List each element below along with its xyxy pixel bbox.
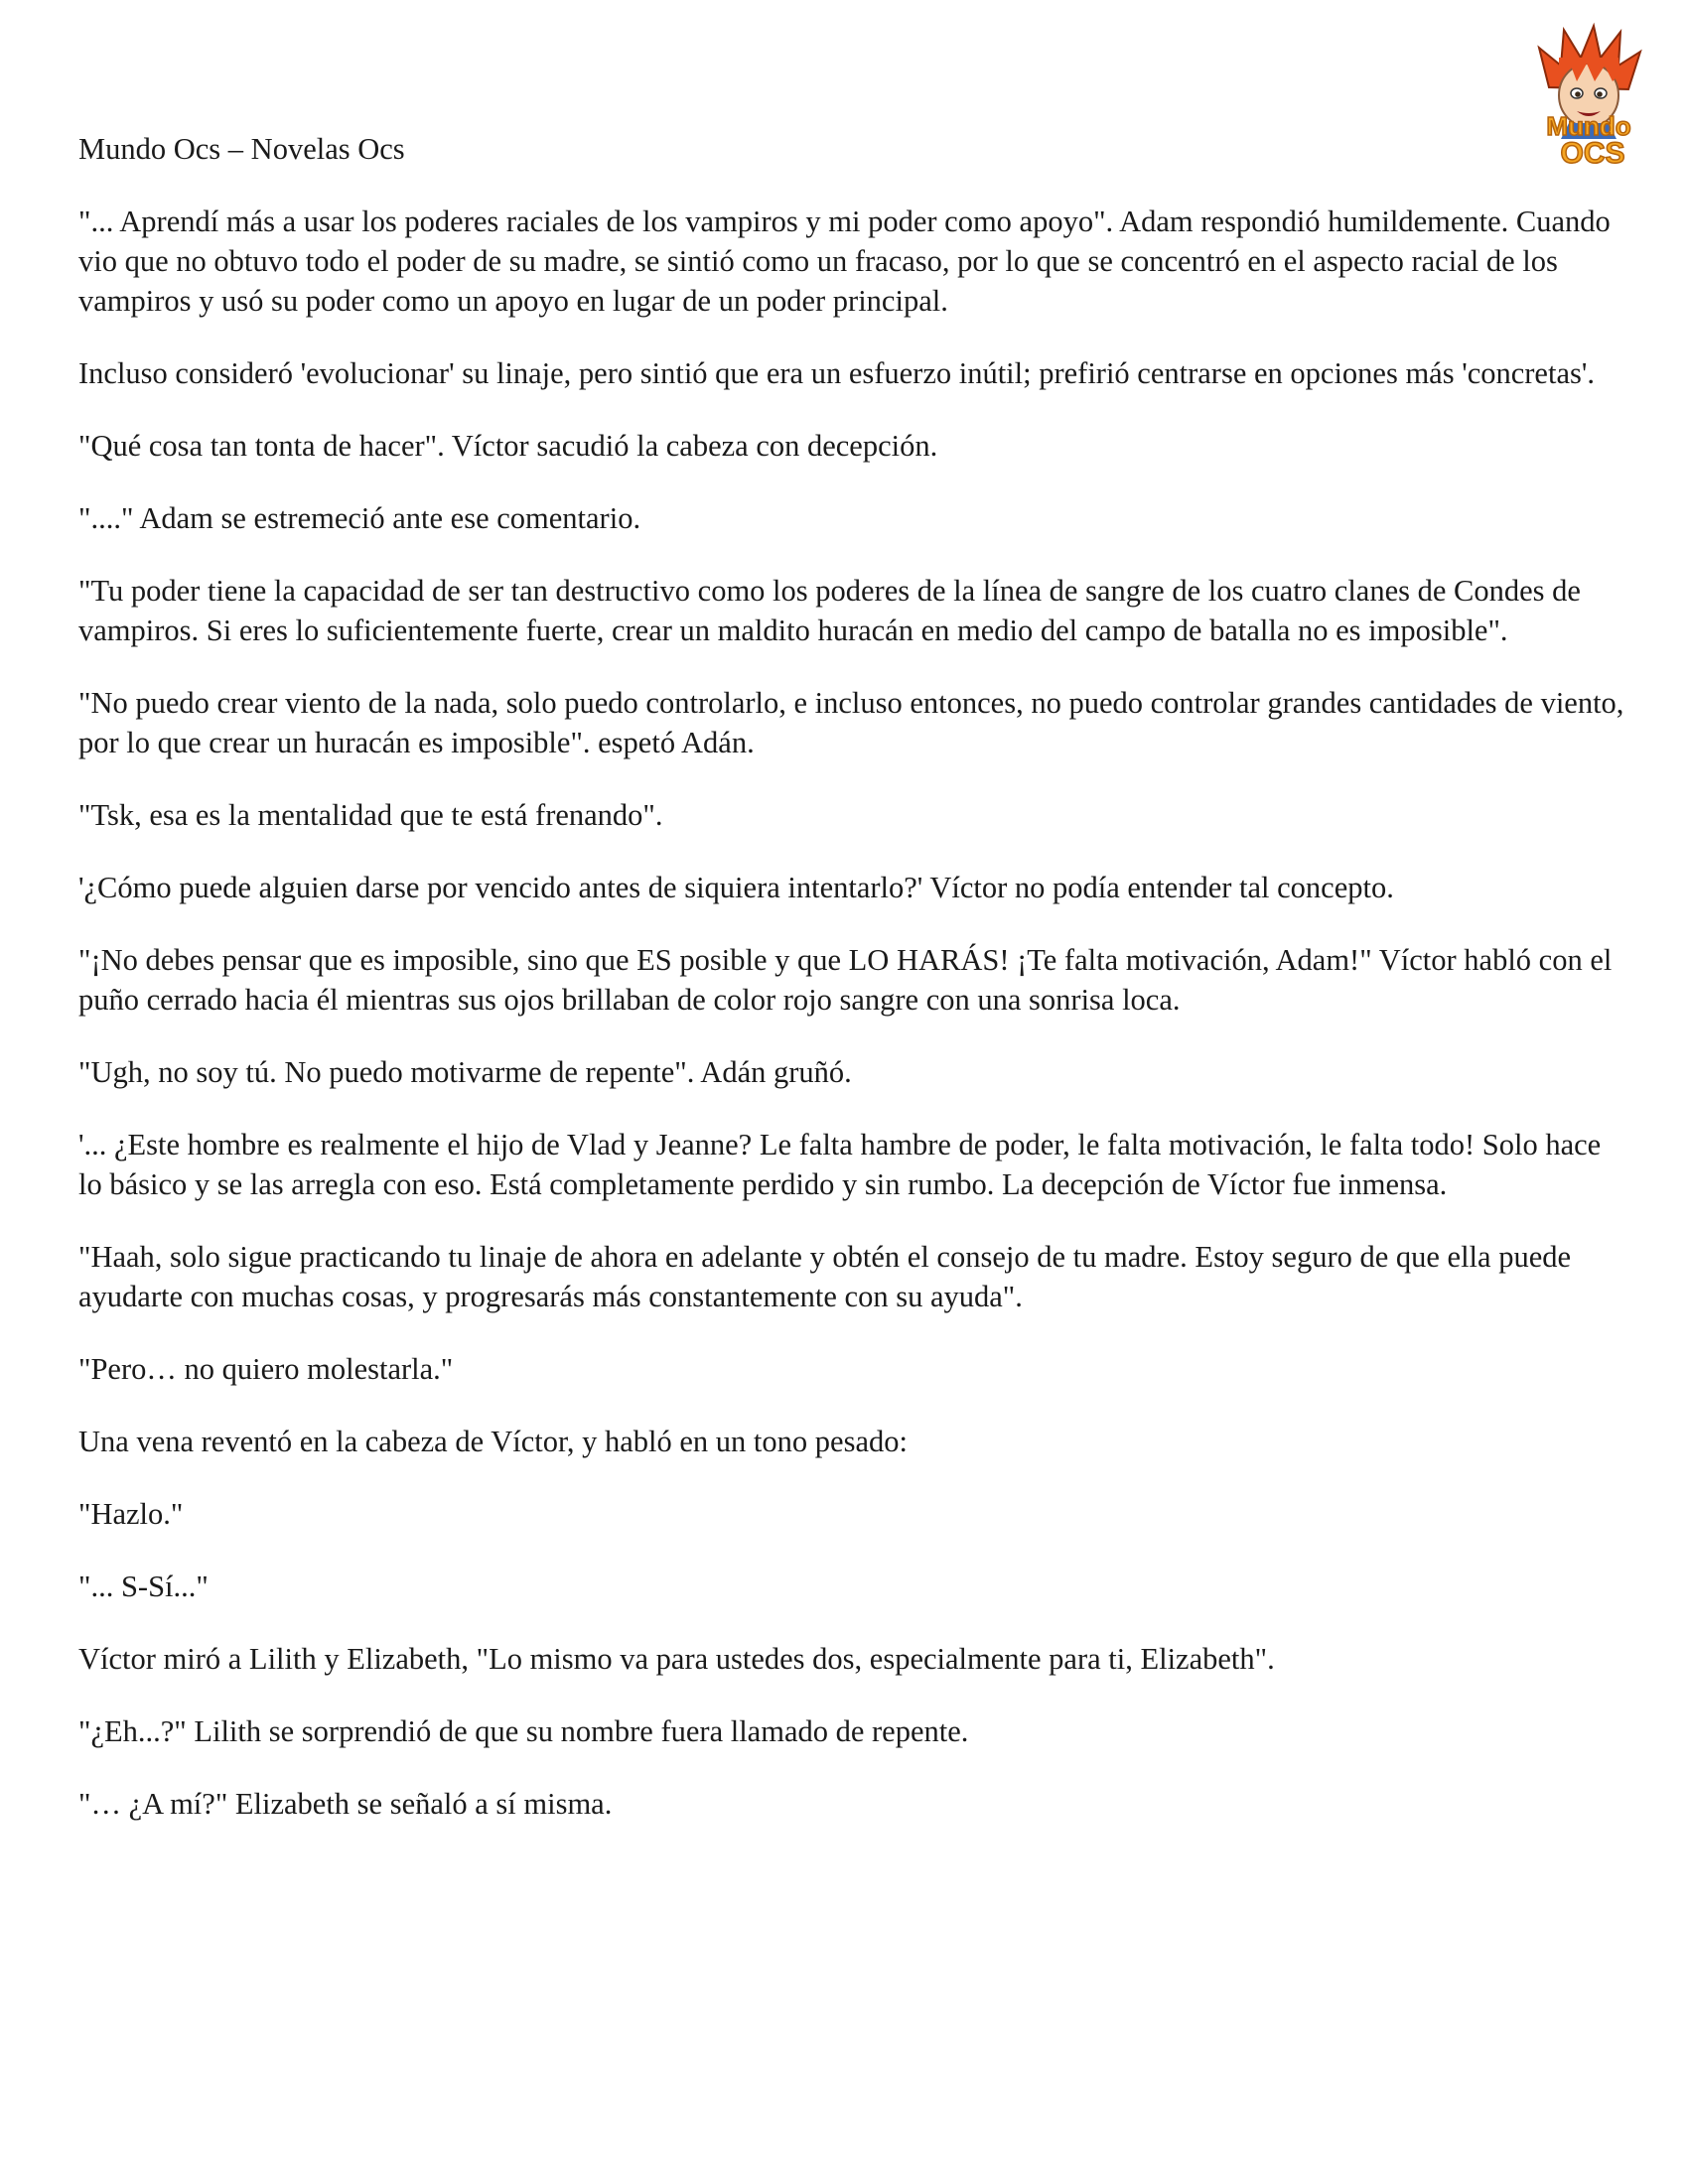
paragraph: "Pero… no quiero molestarla." <box>78 1352 454 1386</box>
logo-text-line1: Mundo <box>1546 111 1631 141</box>
paragraph: Incluso consideró 'evolucionar' su linaje, pero sintió que era un esfuerzo inútil; prefirió centrarse en opciones más 'concretas'. <box>78 356 1595 390</box>
paragraph: "No puedo crear viento de la nada, solo puedo controlarlo, e incluso entonces, no puedo controlar grandes cantidades de viento, por lo que crear un huracán es imposible". espetó Adán. <box>78 686 1624 759</box>
logo-text-line2: OCS <box>1560 137 1625 170</box>
document-header: Mundo Ocs – Novelas Ocs <box>78 132 405 166</box>
paragraph: "Tsk, esa es la mentalidad que te está frenando". <box>78 798 663 832</box>
paragraph: "¿Eh...?" Lilith se sorprendió de que su nombre fuera llamado de repente. <box>78 1714 969 1748</box>
paragraph: "Hazlo." <box>78 1497 184 1531</box>
paragraph: '... ¿Este hombre es realmente el hijo de Vlad y Jeanne? Le falta hambre de poder, le falta motivación, le falta todo! Solo hace lo básico y se las arregla con eso. Está completamente perdido y sin rumbo. La decepción de Víctor fue inmensa. <box>78 1128 1602 1201</box>
paragraph: "... S-Sí..." <box>78 1570 209 1603</box>
paragraph: Víctor miró a Lilith y Elizabeth, "Lo mismo va para ustedes dos, especialmente para ti, Elizabeth". <box>78 1642 1275 1676</box>
paragraph: Una vena reventó en la cabeza de Víctor, y habló en un tono pesado: <box>78 1425 908 1458</box>
paragraph: "Haah, solo sigue practicando tu linaje de ahora en adelante y obtén el consejo de tu madre. Estoy seguro de que ella puede ayudarte con muchas cosas, y progresarás más constantemente con su ayuda". <box>78 1240 1572 1313</box>
paragraph: "Qué cosa tan tonta de hacer". Víctor sacudió la cabeza con decepción. <box>78 429 938 463</box>
paragraph: "...." Adam se estremeció ante ese comentario. <box>78 501 641 535</box>
paragraph: '¿Cómo puede alguien darse por vencido antes de siquiera intentarlo?' Víctor no podía entender tal concepto. <box>78 871 1394 904</box>
paragraph: "… ¿A mí?" Elizabeth se señaló a sí misma. <box>78 1787 613 1821</box>
paragraph: "... Aprendí más a usar los poderes raciales de los vampiros y mi poder como apoyo". Adam respondió humildemente. Cuando vio que no obtuvo todo el poder de su madre, se sintió como un fracaso, por lo que se concentró en el aspecto racial de los vampiros y usó su poder como un apoyo en lugar de un poder principal. <box>78 205 1611 318</box>
paragraph: "Tu poder tiene la capacidad de ser tan destructivo como los poderes de la línea de sangre de los cuatro clanes de Condes de vampiros. Si eres lo suficientemente fuerte, crear un maldito huracán en medio del campo de batalla no es imposible". <box>78 574 1581 647</box>
document-body <box>78 129 1627 1856</box>
paragraph: "¡No debes pensar que es imposible, sino que ES posible y que LO HARÁS! ¡Te falta motivación, Adam!" Víctor habló con el puño cerrado hacia él mientras sus ojos brillaban de color rojo sangre con una sonrisa loca. <box>78 943 1613 1017</box>
paragraph: "Ugh, no soy tú. No puedo motivarme de repente". Adán gruñó. <box>78 1055 852 1089</box>
